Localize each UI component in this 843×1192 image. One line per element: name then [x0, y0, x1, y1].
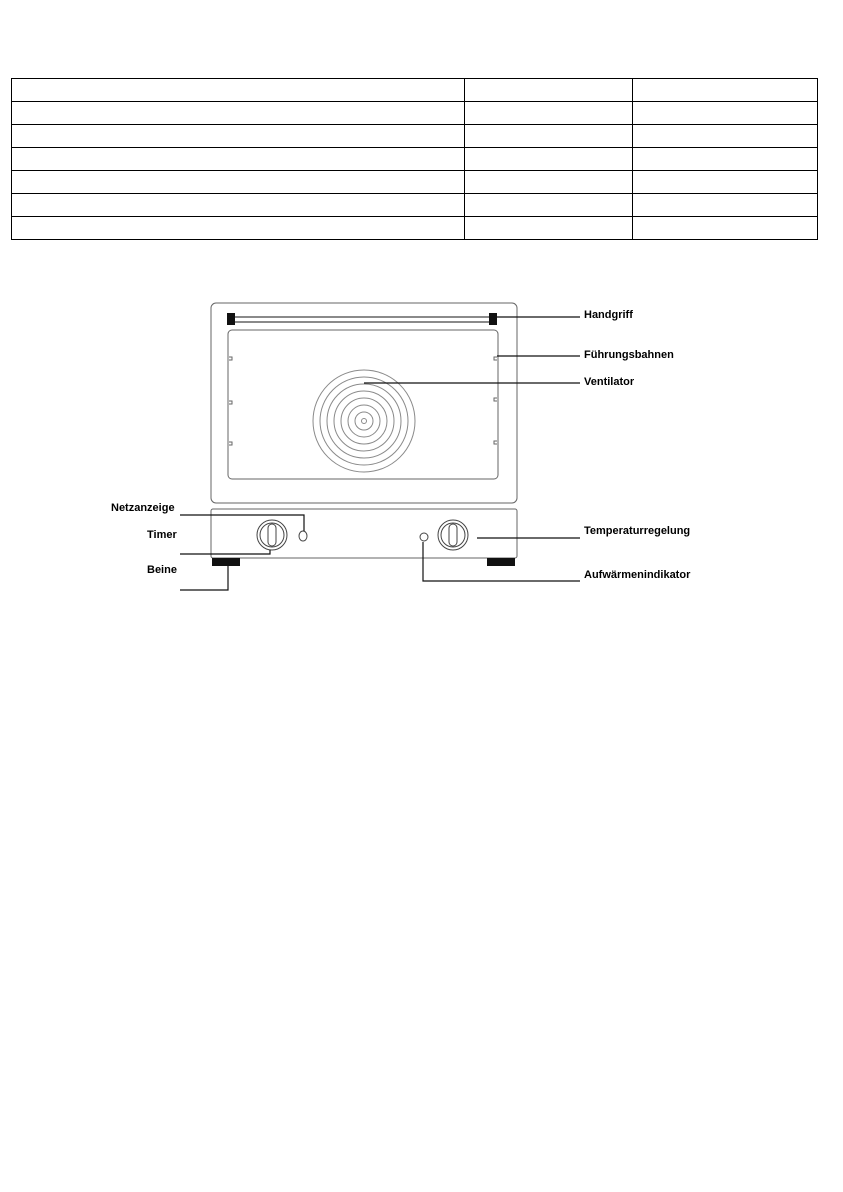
handle-end-left	[227, 313, 235, 325]
heat-light	[420, 533, 428, 541]
leader-legs	[180, 566, 228, 590]
leader-timer	[180, 550, 270, 554]
leg-right	[487, 558, 515, 566]
leg-left	[212, 558, 240, 566]
oven-body	[211, 303, 517, 503]
door-window	[228, 330, 498, 479]
timer-knob	[257, 520, 287, 550]
handle-end-right	[489, 313, 497, 325]
label-beine: Beine	[147, 564, 177, 576]
temperature-knob	[438, 520, 468, 550]
label-fuehrungsbahnen: Führungsbahnen	[584, 349, 674, 361]
label-temperaturregelung: Temperaturregelung	[584, 525, 691, 537]
power-light	[299, 531, 307, 541]
fan-rings	[313, 370, 415, 472]
label-aufwaermenindikator: Aufwärmenindikator	[584, 569, 691, 581]
label-netzanzeige: Netzanzeige	[111, 502, 175, 514]
label-handgriff: Handgriff	[584, 309, 633, 321]
label-timer: Timer	[147, 529, 177, 541]
label-ventilator: Ventilator	[584, 376, 635, 388]
